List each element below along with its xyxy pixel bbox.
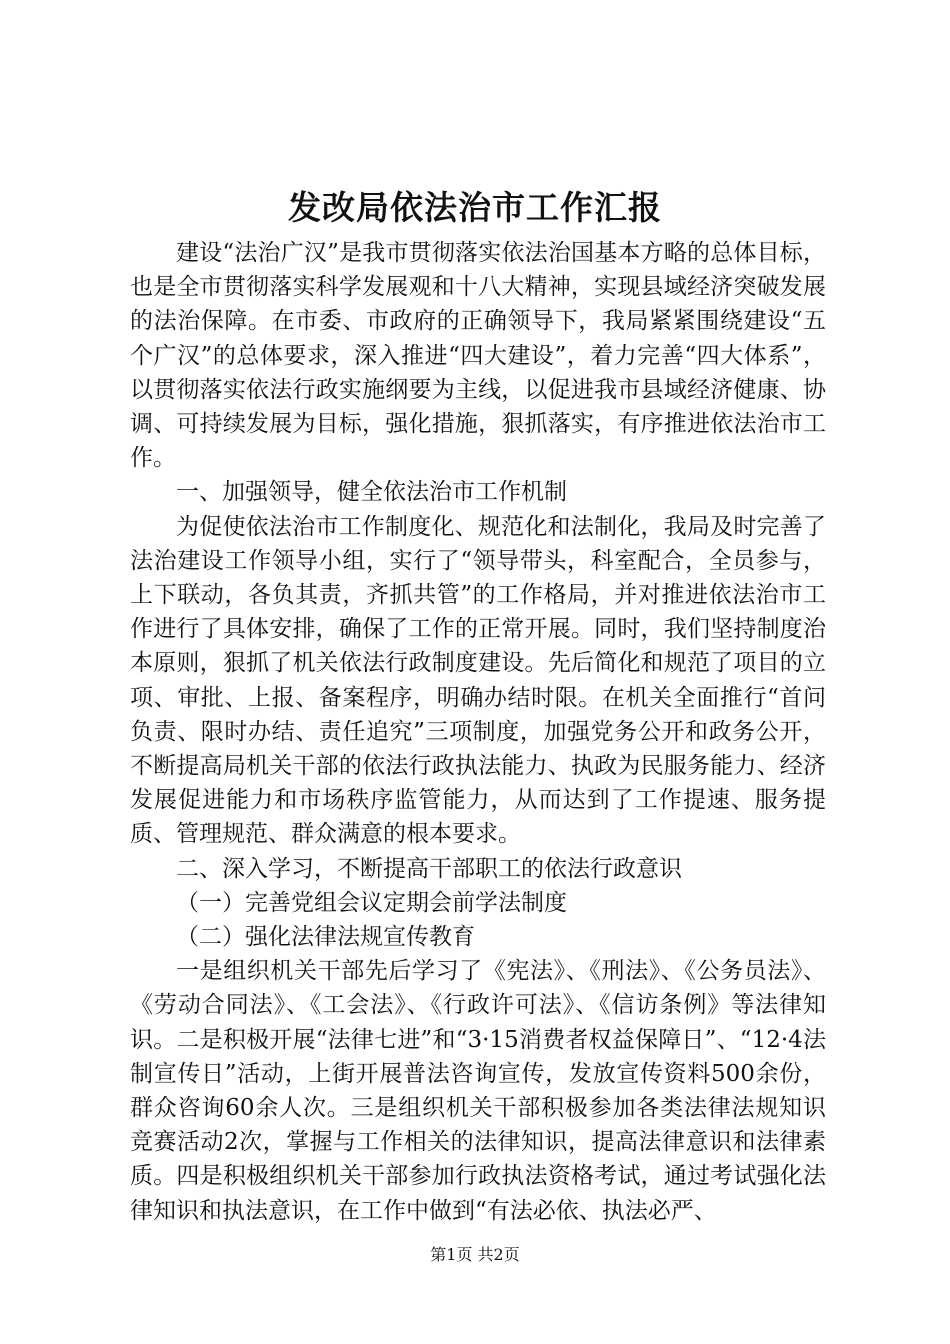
section-heading-1: 一、加强领导，健全依法治市工作机制	[176, 479, 567, 506]
document-body	[130, 236, 826, 1228]
intro-paragraph: 建设“法治广汉”是我市贯彻落实依法治国基本方略的总体目标，也是全市贯彻落实科学发展观和十八大精神，实现县域经济突破发展的法治保障。在市委、市政府的正确领导下，我局紧紧围绕建设“五个广汉”的总体要求，深入推进“四大建设”，着力完善“四大体系”，以贯彻落实依法行政实施纲要为主线，以促进我市县域经济健康、协调、可持续发展为目标，强化措施，狠抓落实，有序推进依法治市工作。	[130, 240, 826, 472]
page-number-footer: 第1页 共2页	[430, 1245, 520, 1264]
document-title: 发改局依法治市工作汇报	[288, 188, 662, 227]
subsection-2-paragraph: 一是组织机关干部先后学习了《宪法》、《刑法》、《公务员法》、《劳动合同法》、《工会法》、《行政许可法》、《信访条例》等法律知识。二是积极开展“法律七进”和“3·15消费者权益保障日”、“12·4法制宣传日”活动，上街开展普法咨询宣传，发放宣传资料500余份，群众咨询60余人次。三是组织机关干部积极参加各类法律法规知识竞赛活动2次，掌握与工作相关的法律知识，提高法律意识和法律素质。四是积极组织机关干部参加行政执法资格考试，通过考试强化法律知识和执法意识，在工作中做到“有法必依、执法必严、	[130, 958, 826, 1224]
section-heading-2: 二、深入学习，不断提高干部职工的依法行政意识	[176, 855, 682, 882]
subsection-heading-1: （一）完善党组会议定期会前学法制度	[176, 889, 567, 916]
section-1-paragraph: 为促使依法治市工作制度化、规范化和法制化，我局及时完善了法治建设工作领导小组，实行了“领导带头，科室配合，全员参与，上下联动，各负其责，齐抓共管”的工作格局，并对推进依法治市工作进行了具体安排，确保了工作的正常开展。同时，我们坚持制度治本原则，狠抓了机关依法行政制度建设。先后简化和规范了项目的立项、审批、上报、备案程序，明确办结时限。在机关全面推行“首问负责、限时办结、责任追究”三项制度，加强党务公开和政务公开，不断提高局机关干部的依法行政执法能力、执政为民服务能力、经济发展促进能力和市场秩序监管能力，从而达到了工作提速、服务提质、管理规范、群众满意的根本要求。	[130, 513, 826, 848]
subsection-heading-2: （二）强化法律法规宣传教育	[176, 924, 475, 951]
